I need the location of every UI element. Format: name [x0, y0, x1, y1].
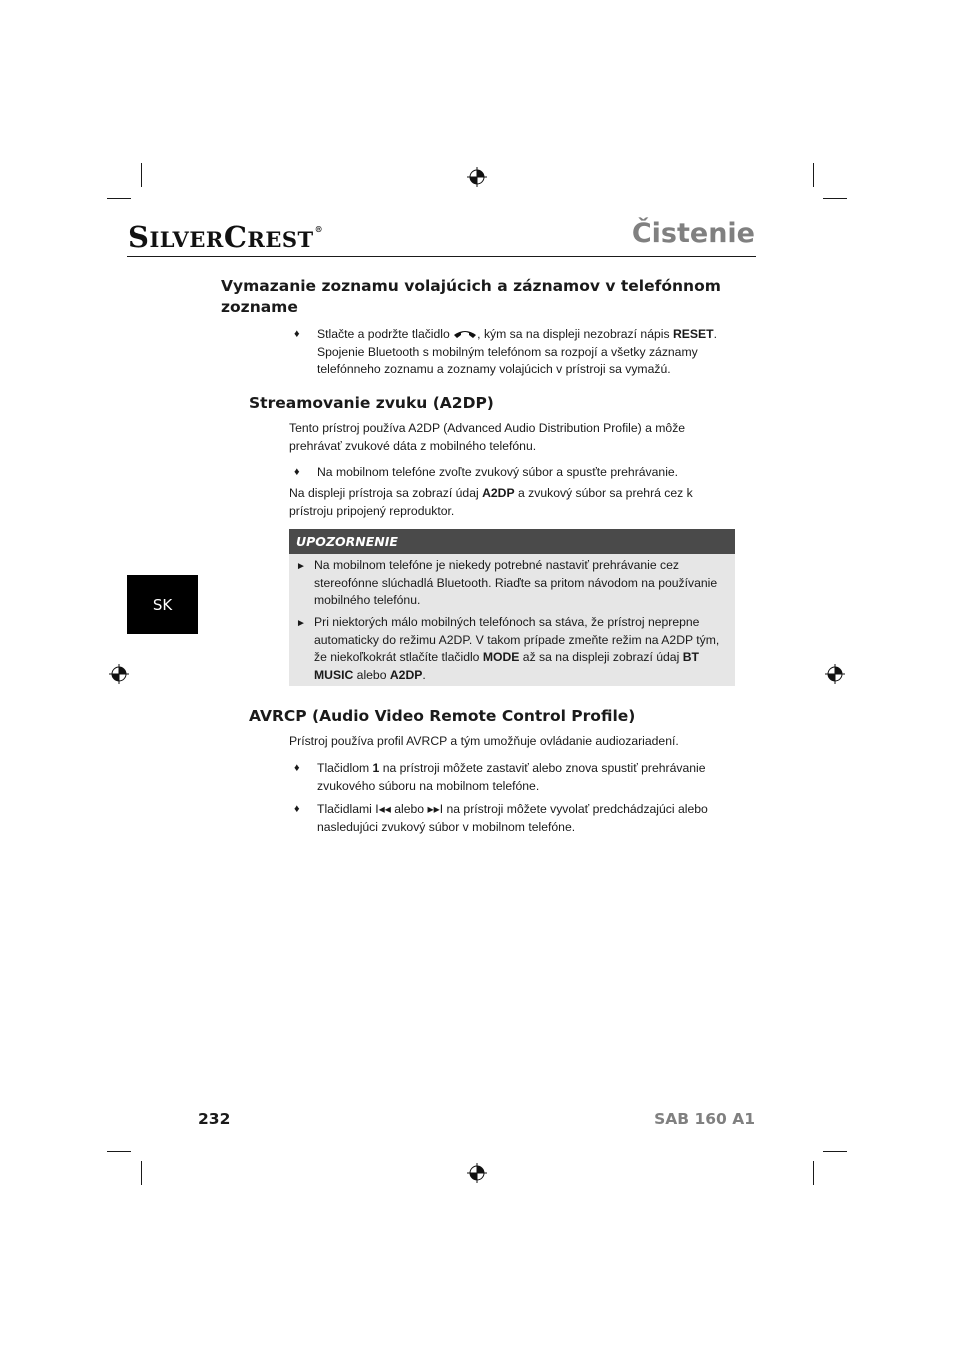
bullet-icon: ♦ [294, 762, 300, 774]
list-item: ♦ Na mobilnom telefóne zvoľte zvukový súbor a spusťte prehrávanie. [289, 464, 737, 482]
crop-mark [813, 163, 814, 187]
registration-mark-icon [825, 664, 845, 684]
model-number: SAB 160 A1 [654, 1110, 755, 1128]
notice-title: UPOZORNENIE [289, 529, 735, 554]
next-track-icon: ▸▸I [427, 802, 444, 816]
section-heading-a2dp: Streamovanie zvuku (A2DP) [249, 394, 494, 412]
crop-mark [107, 198, 131, 199]
list-item: ► Pri niektorých málo mobilných telefónoch sa stáva, že prístroj neprepne automaticky do režimu A2DP. V takom prípade zmeňte režim na A2DP tým, že niekoľkokrát stlačíte tlačidlo MODE až sa na displeji zobrazí údaj BT MUSIC alebo A2DP. [289, 614, 729, 684]
a2dp-result: Na displeji prístroja sa zobrazí údaj A2DP a zvukový súbor sa prehrá cez k prístroju pripojený reproduktor. [289, 486, 693, 518]
crop-mark [823, 198, 847, 199]
avrcp-intro: Prístroj používa profil AVRCP a tým umožňuje ovládanie audiozariadení. [289, 734, 679, 748]
list-item: ♦ Stlačte a podržte tlačidlo , kým sa na displeji nezobrazí nápis RESET. Spojenie Bluetooth s mobilným telefónom sa rozpojí a všetky záznamy telefónneho zoznamu a zoznamy volajúcich v prístroji sa vymažú. [289, 326, 737, 379]
arrow-icon: ► [296, 561, 306, 572]
bullet-icon: ♦ [294, 803, 300, 815]
language-tab: SK [127, 575, 198, 634]
bullet-icon: ♦ [294, 328, 300, 340]
list-item: ♦ Tlačidlom 1 na prístroji môžete zastaviť alebo znova spustiť prehrávanie zvukového súboru na mobilnom telefóne. [289, 760, 737, 795]
registration-mark-icon [467, 167, 487, 187]
a2dp-intro: Tento prístroj používa A2DP (Advanced Audio Distribution Profile) a môže prehrávať zvukové dáta z mobilného telefónu. [289, 421, 686, 453]
page-number: 232 [198, 1110, 231, 1128]
previous-track-icon: I◂◂ [375, 802, 391, 816]
brand-logo: SILVERCREST® [128, 220, 324, 254]
section-heading-avrcp: AVRCP (Audio Video Remote Control Profile) [249, 707, 636, 725]
page-title: Čistenie [631, 218, 755, 249]
notice-box [289, 529, 735, 686]
registration-mark-icon [467, 1163, 487, 1183]
crop-mark [107, 1151, 131, 1152]
crop-mark [823, 1151, 847, 1152]
section-heading-clear-lists: Vymazanie zoznamu volajúcich a záznamov v telefónnom zozname [221, 277, 721, 316]
registration-mark-icon [109, 664, 129, 684]
crop-mark [141, 1161, 142, 1185]
header-divider [127, 256, 756, 257]
bullet-icon: ♦ [294, 466, 300, 478]
crop-mark [813, 1161, 814, 1185]
list-item: ► Na mobilnom telefóne je niekedy potrebné nastaviť prehrávanie cez stereofónne slúchadlá Bluetooth. Riaďte sa pritom návodom na používanie mobilného telefónu. [289, 557, 729, 610]
crop-mark [141, 163, 142, 187]
arrow-icon: ► [296, 618, 306, 629]
list-item: ♦ Tlačidlami I◂◂ alebo ▸▸I na prístroji môžete vyvolať predchádzajúci alebo nasledujúci zvukový súbor v mobilnom telefóne. [289, 801, 737, 836]
phone-hangup-icon [453, 328, 477, 339]
